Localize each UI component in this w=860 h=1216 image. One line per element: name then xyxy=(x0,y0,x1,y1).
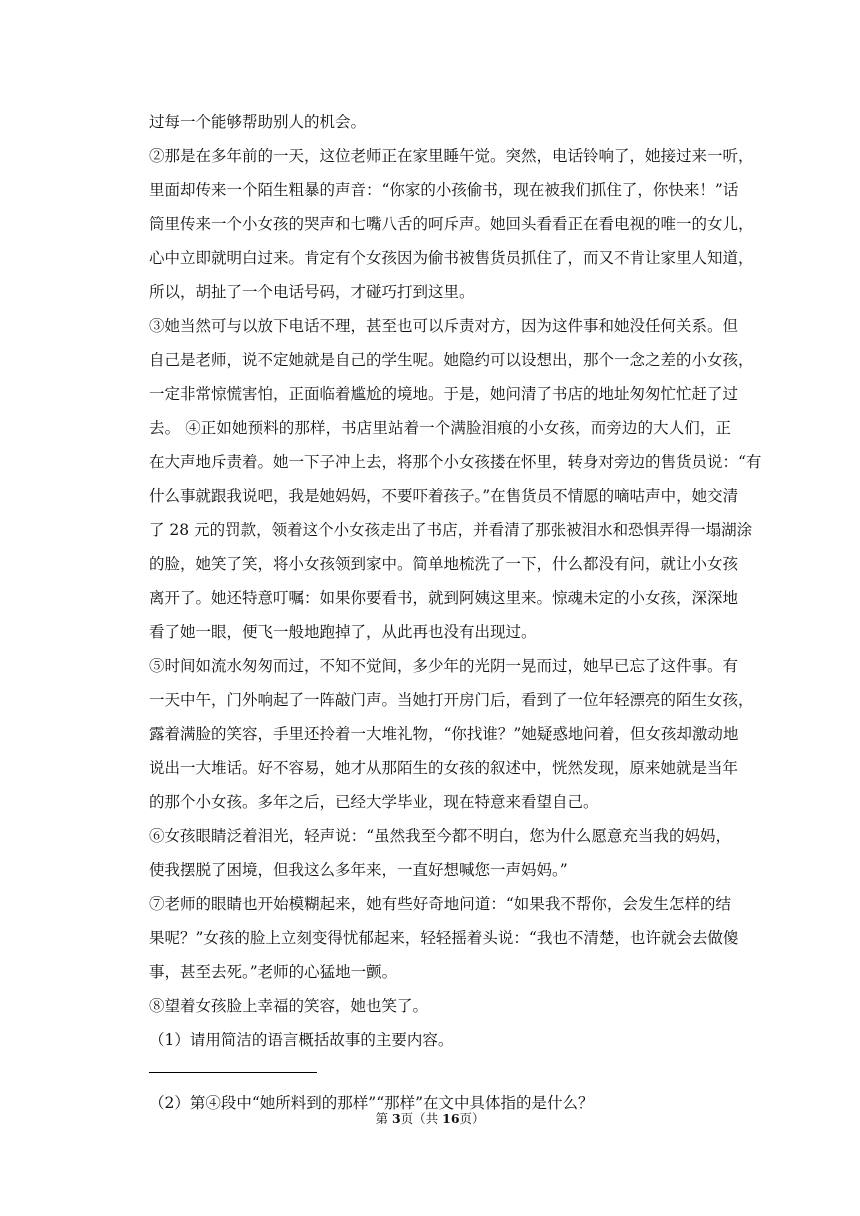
paragraph-line: 看了她一眼，便飞一般地跑掉了，从此再也没有出现过。 xyxy=(149,623,537,641)
paragraph-line: 露着满脸的笑容，手里还拎着一大堆礼物，“你找谁？”她疑惑地问着，但女孩却激动地 xyxy=(149,725,739,743)
footer-middle: 页（共 xyxy=(400,1111,443,1126)
paragraph-line: 心中立即就明白过来。肯定有个女孩因为偷书被售货员抓住了，而又不肯让家里人知道， xyxy=(149,249,754,267)
footer-total-pages: 16 xyxy=(442,1111,460,1126)
paragraph-line: 事，甚至去死。”老师的心猛地一颤。 xyxy=(149,963,398,981)
page-footer xyxy=(0,1111,860,1127)
paragraph-line: 的脸，她笑了笑，将小女孩领到家中。简单地梳洗了一下，什么都没有问，就让小女孩 xyxy=(149,555,739,573)
paragraph-line: ⑧望着女孩脸上幸福的笑容，她也笑了。 xyxy=(149,997,429,1015)
paragraph-line: 离开了。她还特意叮嘱：如果你要看书，就到阿姨这里来。惊魂未定的小女孩，深深地 xyxy=(149,589,739,607)
answer-line xyxy=(149,1072,317,1073)
paragraph-line: 什么事就跟我说吧，我是她妈妈，不要吓着孩子。”在售货员不情愿的嘀咕声中，她交清 xyxy=(149,487,739,505)
paragraph-line: 果呢？”女孩的脸上立刻变得忧郁起来，轻轻摇着头说：“我也不清楚，也许就会去做傻 xyxy=(149,929,739,947)
paragraph-line: 所以，胡扯了一个电话号码，才碰巧打到这里。 xyxy=(149,283,475,301)
paragraph-line: 了 28 元的罚款，领着这个小女孩走出了书店，并看清了那张被泪水和恐惧弄得一塌湖涂 xyxy=(149,521,753,539)
question-1: （1）请用简洁的语言概括故事的主要内容。 xyxy=(149,1031,454,1049)
paragraph-line: 使我摆脱了困境，但我这么多年来，一直好想喊您一声妈妈。” xyxy=(149,861,568,879)
question-2: （2）第④段中“她所料到的那样”“那样”在文中具体指的是什么？ xyxy=(149,1094,594,1112)
paragraph-line: 一天中午，门外响起了一阵敲门声。当她打开房门后，看到了一位年轻漂亮的陌生女孩， xyxy=(149,691,754,709)
paragraph-line: 的那个小女孩。多年之后，已经大学毕业，现在特意来看望自己。 xyxy=(149,793,599,811)
paragraph-line: ②那是在多年前的一天，这位老师正在家里睡午觉。突然，电话铃响了，她接过来一听， xyxy=(149,147,754,165)
paragraph-line: ⑦老师的眼睛也开始模糊起来，她有些好奇地问道：“如果我不帮你，会发生怎样的结 xyxy=(149,895,731,913)
paragraph-line: 一定非常惊慌害怕，正面临着尴尬的境地。于是，她问清了书店的地址匆匆忙忙赶了过 xyxy=(149,385,739,403)
paragraph-line: 过每一个能够帮助别人的机会。 xyxy=(149,113,367,131)
footer-page-number: 3 xyxy=(391,1111,401,1126)
paragraph-line: 里面却传来一个陌生粗暴的声音：“你家的小孩偷书，现在被我们抓住了，你快来！”话 xyxy=(149,181,739,199)
paragraph-line: ③她当然可与以放下电话不理，甚至也可以斥责对方，因为这件事和她没任何关系。但 xyxy=(149,317,739,335)
paragraph-line: ⑥女孩眼睛泛着泪光，轻声说：“虽然我至今都不明白，您为什么愿意充当我的妈妈， xyxy=(149,827,731,845)
paragraph-line: 在大声地斥责着。她一下子冲上去，将那个小女孩搂在怀里，转身对旁边的售货员说：“有 xyxy=(149,453,762,471)
footer-prefix: 第 xyxy=(375,1111,392,1126)
paragraph-line: 说出一大堆话。好不容易，她才从那陌生的女孩的叙述中，恍然发现，原来她就是当年 xyxy=(149,759,739,777)
paragraph-line: 自己是老师，说不定她就是自己的学生呢。她隐约可以设想出，那个一念之差的小女孩， xyxy=(149,351,754,369)
paragraph-line: 筒里传来一个小女孩的哭声和七嘴八舌的呵斥声。她回头看看正在看电视的唯一的女儿， xyxy=(149,215,754,233)
paragraph-line: 去。 ④正如她预料的那样，书店里站着一个满脸泪痕的小女孩，而旁边的大人们，正 xyxy=(149,419,731,437)
paragraph-line: ⑤时间如流水匆匆而过，不知不觉间，多少年的光阴一晃而过，她早已忘了这件事。有 xyxy=(149,657,739,675)
footer-suffix: 页） xyxy=(459,1111,485,1126)
